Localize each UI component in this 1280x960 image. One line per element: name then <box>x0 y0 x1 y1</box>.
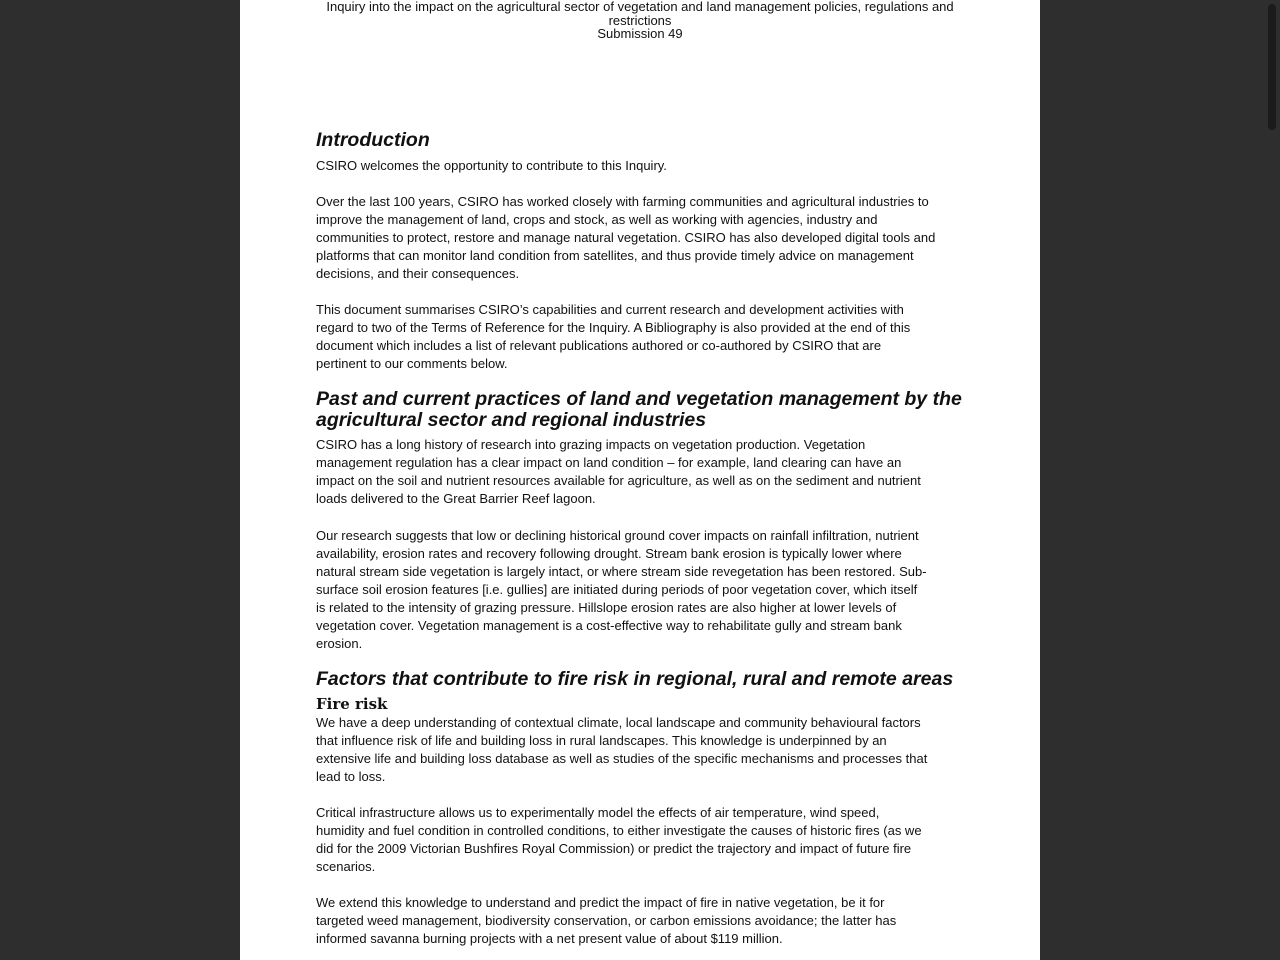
text-line: This document summarises CSIRO’s capabilities and current research and development activities with <box>316 302 904 317</box>
text-line: surface soil erosion features [i.e. gullies] are initiated during periods of poor vegetation cover, which itself <box>316 582 918 597</box>
text-line: Inquiry into the impact on the agricultural sector of vegetation and land management policies, regulations and <box>326 0 954 14</box>
scrollbar-thumb[interactable] <box>1268 4 1276 130</box>
page-header <box>240 0 1040 41</box>
text-line: Introduction <box>316 129 430 151</box>
text-line: agricultural sector and regional industries <box>316 409 707 431</box>
text-line: regard to two of the Terms of Reference for the Inquiry. A Bibliography is also provided at the end of this <box>316 320 911 335</box>
text-line: document which includes a list of relevant publications authored or co-authored by CSIRO that are <box>316 338 882 353</box>
text-line: extensive life and building loss database as well as studies of the specific mechanisms and processes that <box>316 751 928 766</box>
text-line: Critical infrastructure allows us to experimentally model the effects of air temperature, wind speed, <box>316 805 880 820</box>
text-line: erosion. <box>316 636 363 651</box>
text-line: management regulation has a clear impact on land condition – for example, land clearing can have an <box>316 455 902 470</box>
text-line: restrictions <box>608 12 672 28</box>
text-line: We extend this knowledge to understand and predict the impact of fire in native vegetation, be it for <box>316 895 885 910</box>
heading-introduction <box>316 130 976 151</box>
heading-past-practices <box>316 389 976 431</box>
paragraph <box>316 436 976 508</box>
text-line: lead to loss. <box>316 769 386 784</box>
paragraph <box>316 193 976 283</box>
text-line: Past and current practices of land and vegetation management by the <box>316 388 962 410</box>
text-line: targeted weed management, biodiversity conservation, or carbon emissions avoidance; the latter has <box>316 913 897 928</box>
paragraph <box>316 804 976 876</box>
text-line: informed savanna burning projects with a net present value of about $119 million. <box>316 931 783 946</box>
paragraph <box>316 301 976 373</box>
text-line: is related to the intensity of grazing pressure. Hillslope erosion rates are also higher at lower levels of <box>316 600 897 615</box>
text-line: improve the management of land, crops and stock, as well as working with agencies, industry and <box>316 212 878 227</box>
text-line: Submission 49 <box>597 26 683 41</box>
text-line: did for the 2009 Victorian Bushfires Royal Commission) or predict the trajectory and impact of future fire <box>316 841 912 856</box>
heading-fire-factors <box>316 669 976 690</box>
paragraph <box>316 527 976 653</box>
text-line: platforms that can monitor land condition from satellites, and thus provide timely advice on management <box>316 248 914 263</box>
subheading-fire-risk: Fire risk <box>316 695 388 713</box>
text-line: natural stream side vegetation is largely intact, or where stream side revegetation has been restored. Sub- <box>316 564 927 579</box>
text-line: CSIRO welcomes the opportunity to contribute to this Inquiry. <box>316 158 667 173</box>
text-line: Factors that contribute to fire risk in regional, rural and remote areas <box>316 668 954 690</box>
document-page <box>240 0 1040 960</box>
text-line: CSIRO has a long history of research into grazing impacts on vegetation production. Vegetation <box>316 437 866 452</box>
text-line: scenarios. <box>316 859 376 874</box>
paragraph <box>316 894 976 948</box>
vertical-scrollbar[interactable] <box>1240 0 1280 960</box>
paragraph <box>316 714 976 786</box>
text-line: Over the last 100 years, CSIRO has worked closely with farming communities and agricultural industries to <box>316 194 929 209</box>
text-line: decisions, and their consequences. <box>316 266 520 281</box>
text-line: We have a deep understanding of contextual climate, local landscape and community behavioural factors <box>316 715 921 730</box>
text-line: Our research suggests that low or declining historical ground cover impacts on rainfall infiltration, nutrient <box>316 528 919 543</box>
text-line: vegetation cover. Vegetation management is a cost-effective way to rehabilitate gully and stream bank <box>316 618 902 633</box>
text-line: humidity and fuel condition in controlled conditions, to either investigate the causes of historic fires (as we <box>316 823 922 838</box>
text-line: pertinent to our comments below. <box>316 356 508 371</box>
paragraph <box>316 157 976 175</box>
text-line: impact on the soil and nutrient resources available for agriculture, as well as on the sediment and nutrient <box>316 473 921 488</box>
text-line: loads delivered to the Great Barrier Reef lagoon. <box>316 491 596 506</box>
text-line: that influence risk of life and building loss in rural landscapes. This knowledge is underpinned by an <box>316 733 887 748</box>
text-line: availability, erosion rates and recovery following drought. Stream bank erosion is typically lower where <box>316 546 902 561</box>
text-line: communities to protect, restore and manage natural vegetation. CSIRO has also developed digital tools and <box>316 230 936 245</box>
